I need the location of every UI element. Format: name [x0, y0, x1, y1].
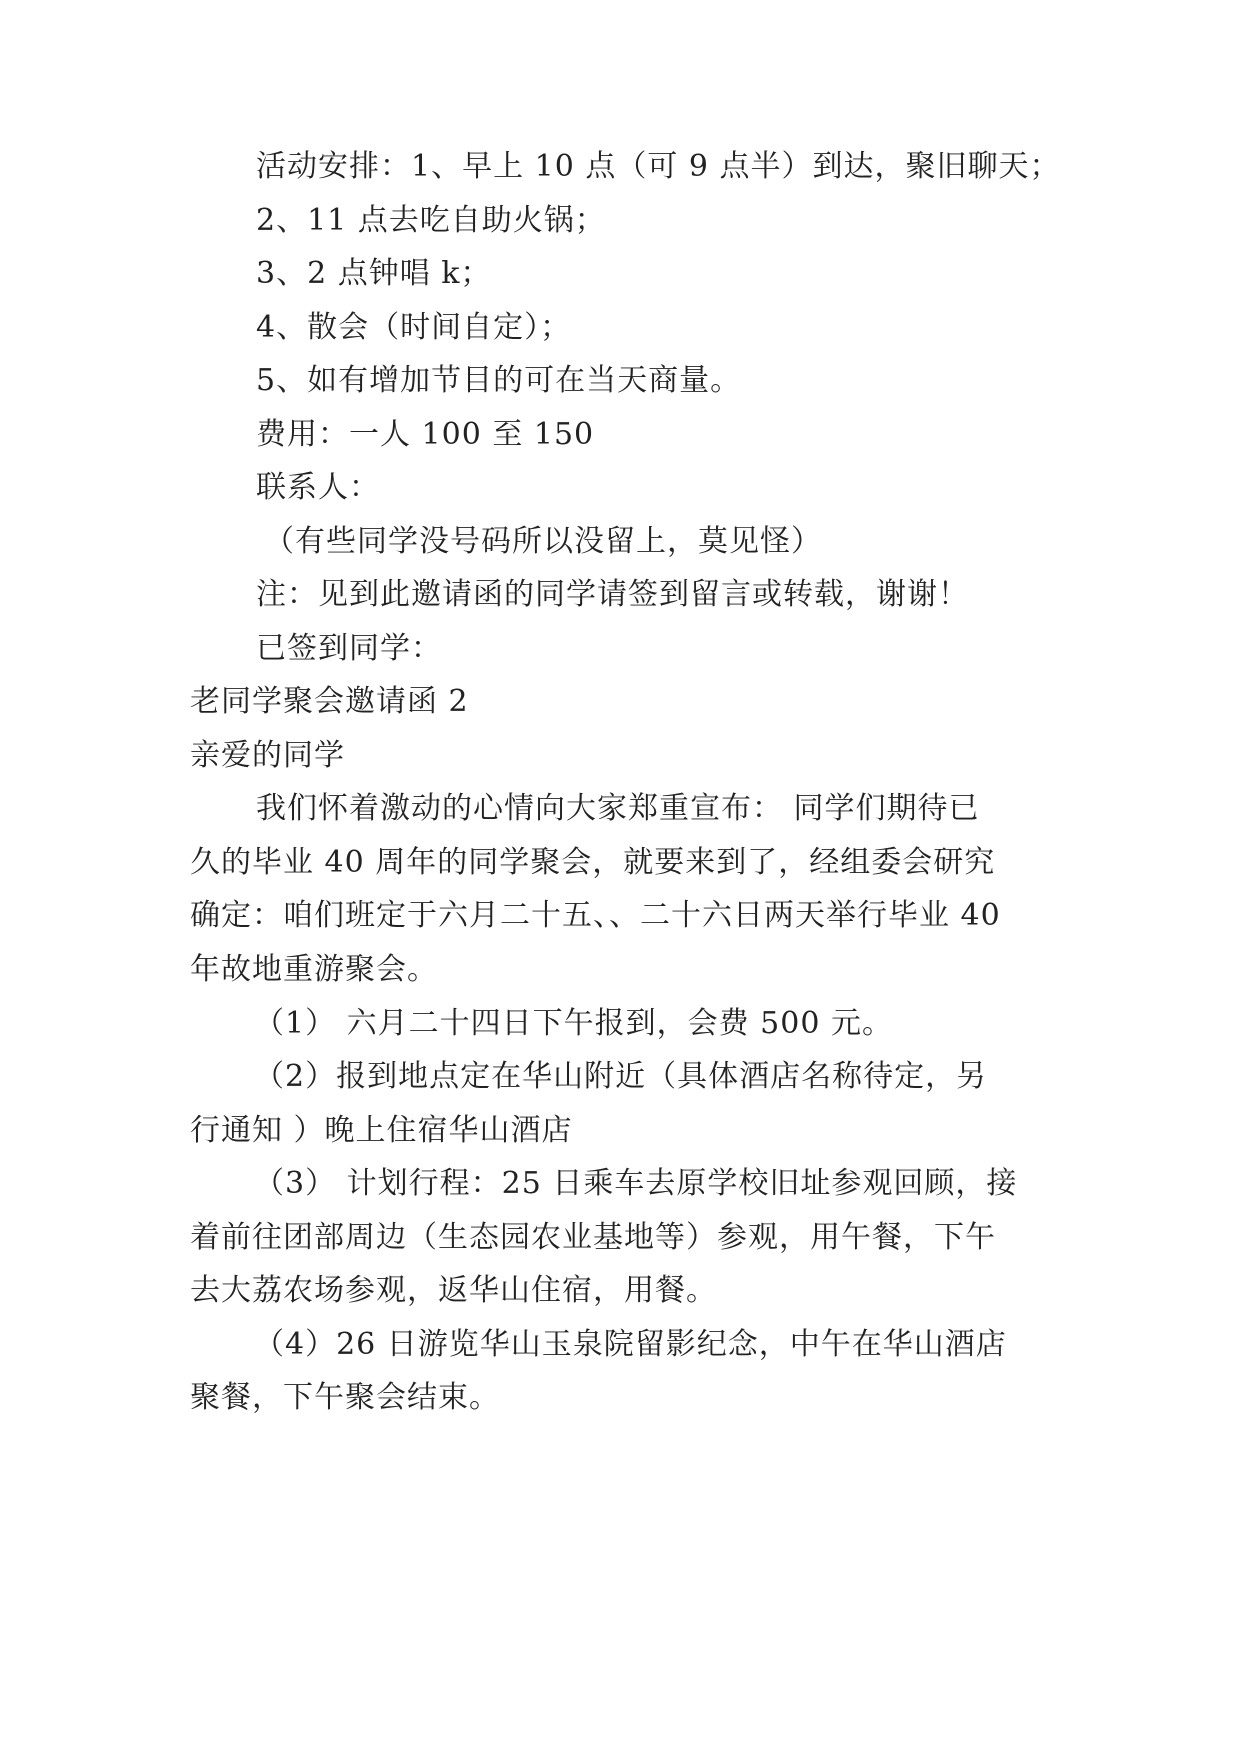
item-3-continued: 去大荔农场参观，返华山住宿，用餐。: [190, 1273, 717, 1308]
schedule-item-4: 4、散会（时间自定）；: [256, 310, 572, 345]
paragraph-line: 久的毕业 40 周年的同学聚会，就要来到了，经组委会研究: [190, 845, 996, 880]
contact-note: （有些同学没号码所以没留上，莫见怪）: [264, 524, 822, 559]
item-1-line: （1） 六月二十四日下午报到，会费 500 元。: [254, 1006, 893, 1041]
paragraph-line: 年故地重游聚会。: [190, 952, 438, 987]
item-4-continued: 聚餐，下午聚会结束。: [190, 1380, 500, 1415]
item-3-continued: 着前往团部周边（生态园农业基地等）参观，用午餐，下午: [190, 1220, 996, 1255]
schedule-item-2: 2、11 点去吃自助火锅；: [256, 203, 606, 238]
item-2-line: （2）报到地点定在华山附近（具体酒店名称待定，另: [254, 1059, 988, 1094]
schedule-item-3: 3、2 点钟唱 k；: [256, 256, 492, 291]
notice-line: 注：见到此邀请函的同学请签到留言或转载，谢谢！: [256, 577, 969, 612]
item-4-line: （4）26 日游览华山玉泉院留影纪念，中午在华山酒店: [254, 1327, 1007, 1362]
section-title: 老同学聚会邀请函 2: [190, 684, 469, 719]
schedule-item-5: 5、如有增加节目的可在当天商量。: [256, 363, 742, 398]
greeting-line: 亲爱的同学: [190, 738, 345, 773]
item-3-line: （3） 计划行程：25 日乘车去原学校旧址参观回顾，接: [254, 1166, 1018, 1201]
activity-schedule-line: 活动安排：1、早上 10 点（可 9 点半）到达，聚旧聊天；: [256, 149, 1061, 184]
fee-line: 费用：一人 100 至 150: [256, 417, 595, 452]
signed-in-line: 已签到同学：: [256, 631, 442, 666]
paragraph-line: 我们怀着激动的心情向大家郑重宣布： 同学们期待已: [256, 791, 980, 826]
contact-line: 联系人：: [256, 470, 380, 505]
item-2-continued: 行通知 ）晚上住宿华山酒店: [190, 1113, 573, 1148]
paragraph-line: 确定：咱们班定于六月二十五、、二十六日两天举行毕业 40: [190, 898, 1001, 933]
